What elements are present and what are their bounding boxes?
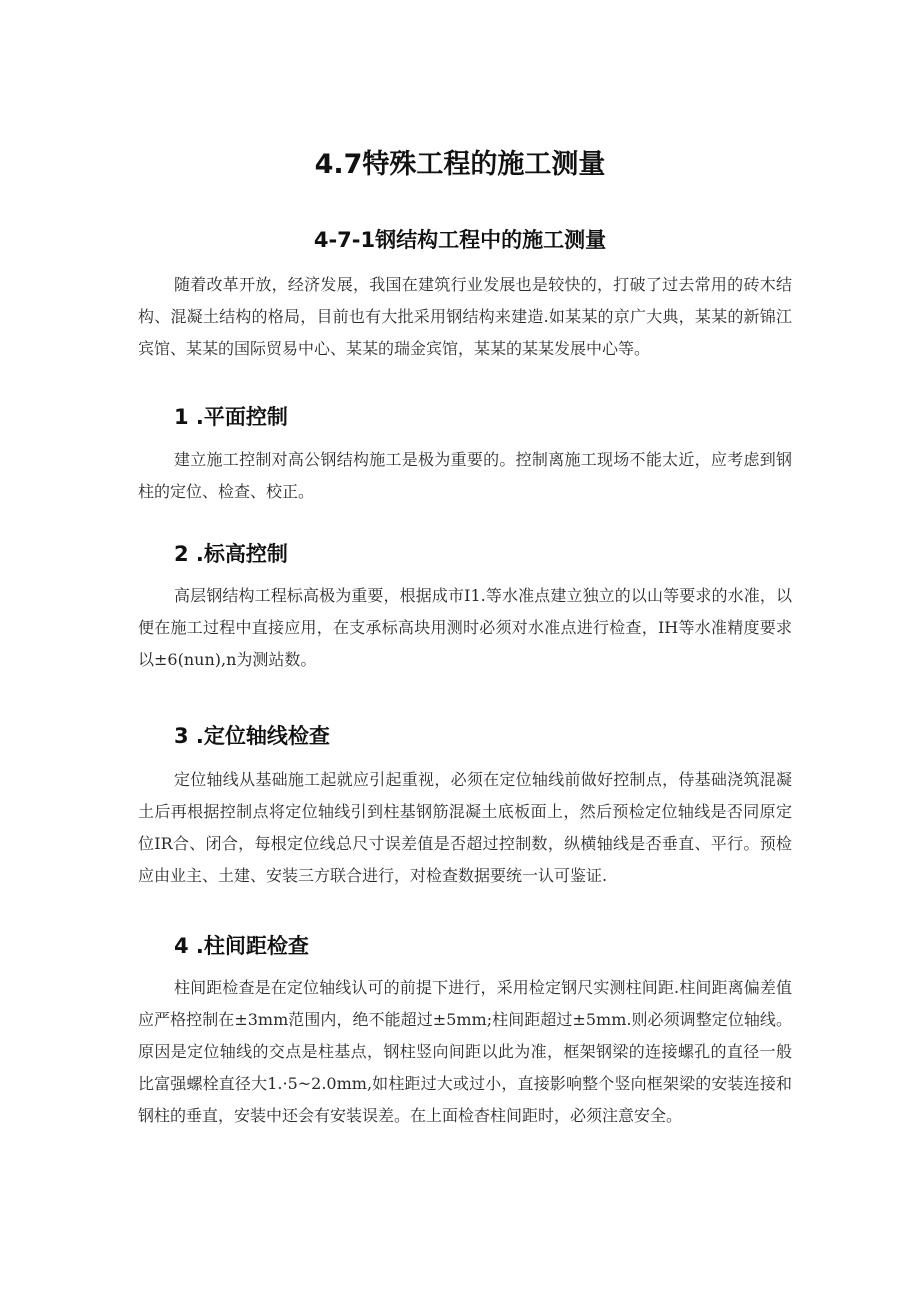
paragraph-plane-control: 建立施工控制对高公钢结构施工是极为重要的。控制离施工现场不能太近，应考虑到钢柱的定位、检查、校正。	[138, 450, 792, 501]
heading-plane-control: 1 .平面控制	[174, 405, 288, 429]
page-title: 4.7特殊工程的施工测量	[314, 149, 606, 180]
paragraph-axis-check: 定位轴线从基础施工起就应引起重视，必须在定位轴线前做好控制点，侍基础浇筑混凝土后再根据控制点将定位轴线引到柱基钢筋混凝土底板面上，然后预检定位轴线是否同原定位IR合、闭合，每根定位线总尺寸误差值是否超过控制数，纵横轴线是否垂直、平行。预检应由业主、土建、安装三方联合进行，对检查数据要统一认可鉴证.	[138, 770, 792, 885]
paragraph-elevation-control: 高层钢结构工程标高极为重要，根据成市I1.等水准点建立独立的以山等要求的水准，以便在施工过程中直接应用，在支承标高块用测时必须对水准点进行检查，IH等水准精度要求以±6(nun),n为测站数。	[138, 586, 792, 669]
heading-axis-check: 3 .定位轴线检查	[174, 724, 330, 748]
heading-elevation-control: 2 .标高控制	[174, 542, 288, 566]
heading-column-spacing-check: 4 .柱间距检查	[174, 934, 309, 958]
paragraph-column-spacing-check: 柱间距检查是在定位轴线认可的前提下进行，采用检定钢尺实测柱间距.柱间距离偏差值应严格控制在±3mm范围内，绝不能超过±5mm;柱间距超过±5mm.则必须调整定位轴线。原因是定位轴线的交点是柱基点，钢柱竖向间距以此为准，框架钢梁的连接螺孔的直径一般比富强螺栓直径大1.·5~2.0mm,如柱距过大或过小，直接影响整个竖向框架梁的安装连接和钢柱的垂直，安装中还会有安装误差。在上面检杳柱间距时，必须注意安全。	[138, 978, 792, 1125]
intro-paragraph: 随着改革开放，经济发展，我国在建筑行业发展也是较快的，打破了过去常用的砖木结构、混凝土结构的格局，目前也有大批采用钢结构来建造.如某某的京广大典，某某的新锦江宾馆、某某的国际贸易中心、某某的瑞金宾馆，某某的某某发展中心等。	[138, 275, 792, 358]
section-subtitle: 4-7-1钢结构工程中的施工测量	[313, 228, 607, 252]
